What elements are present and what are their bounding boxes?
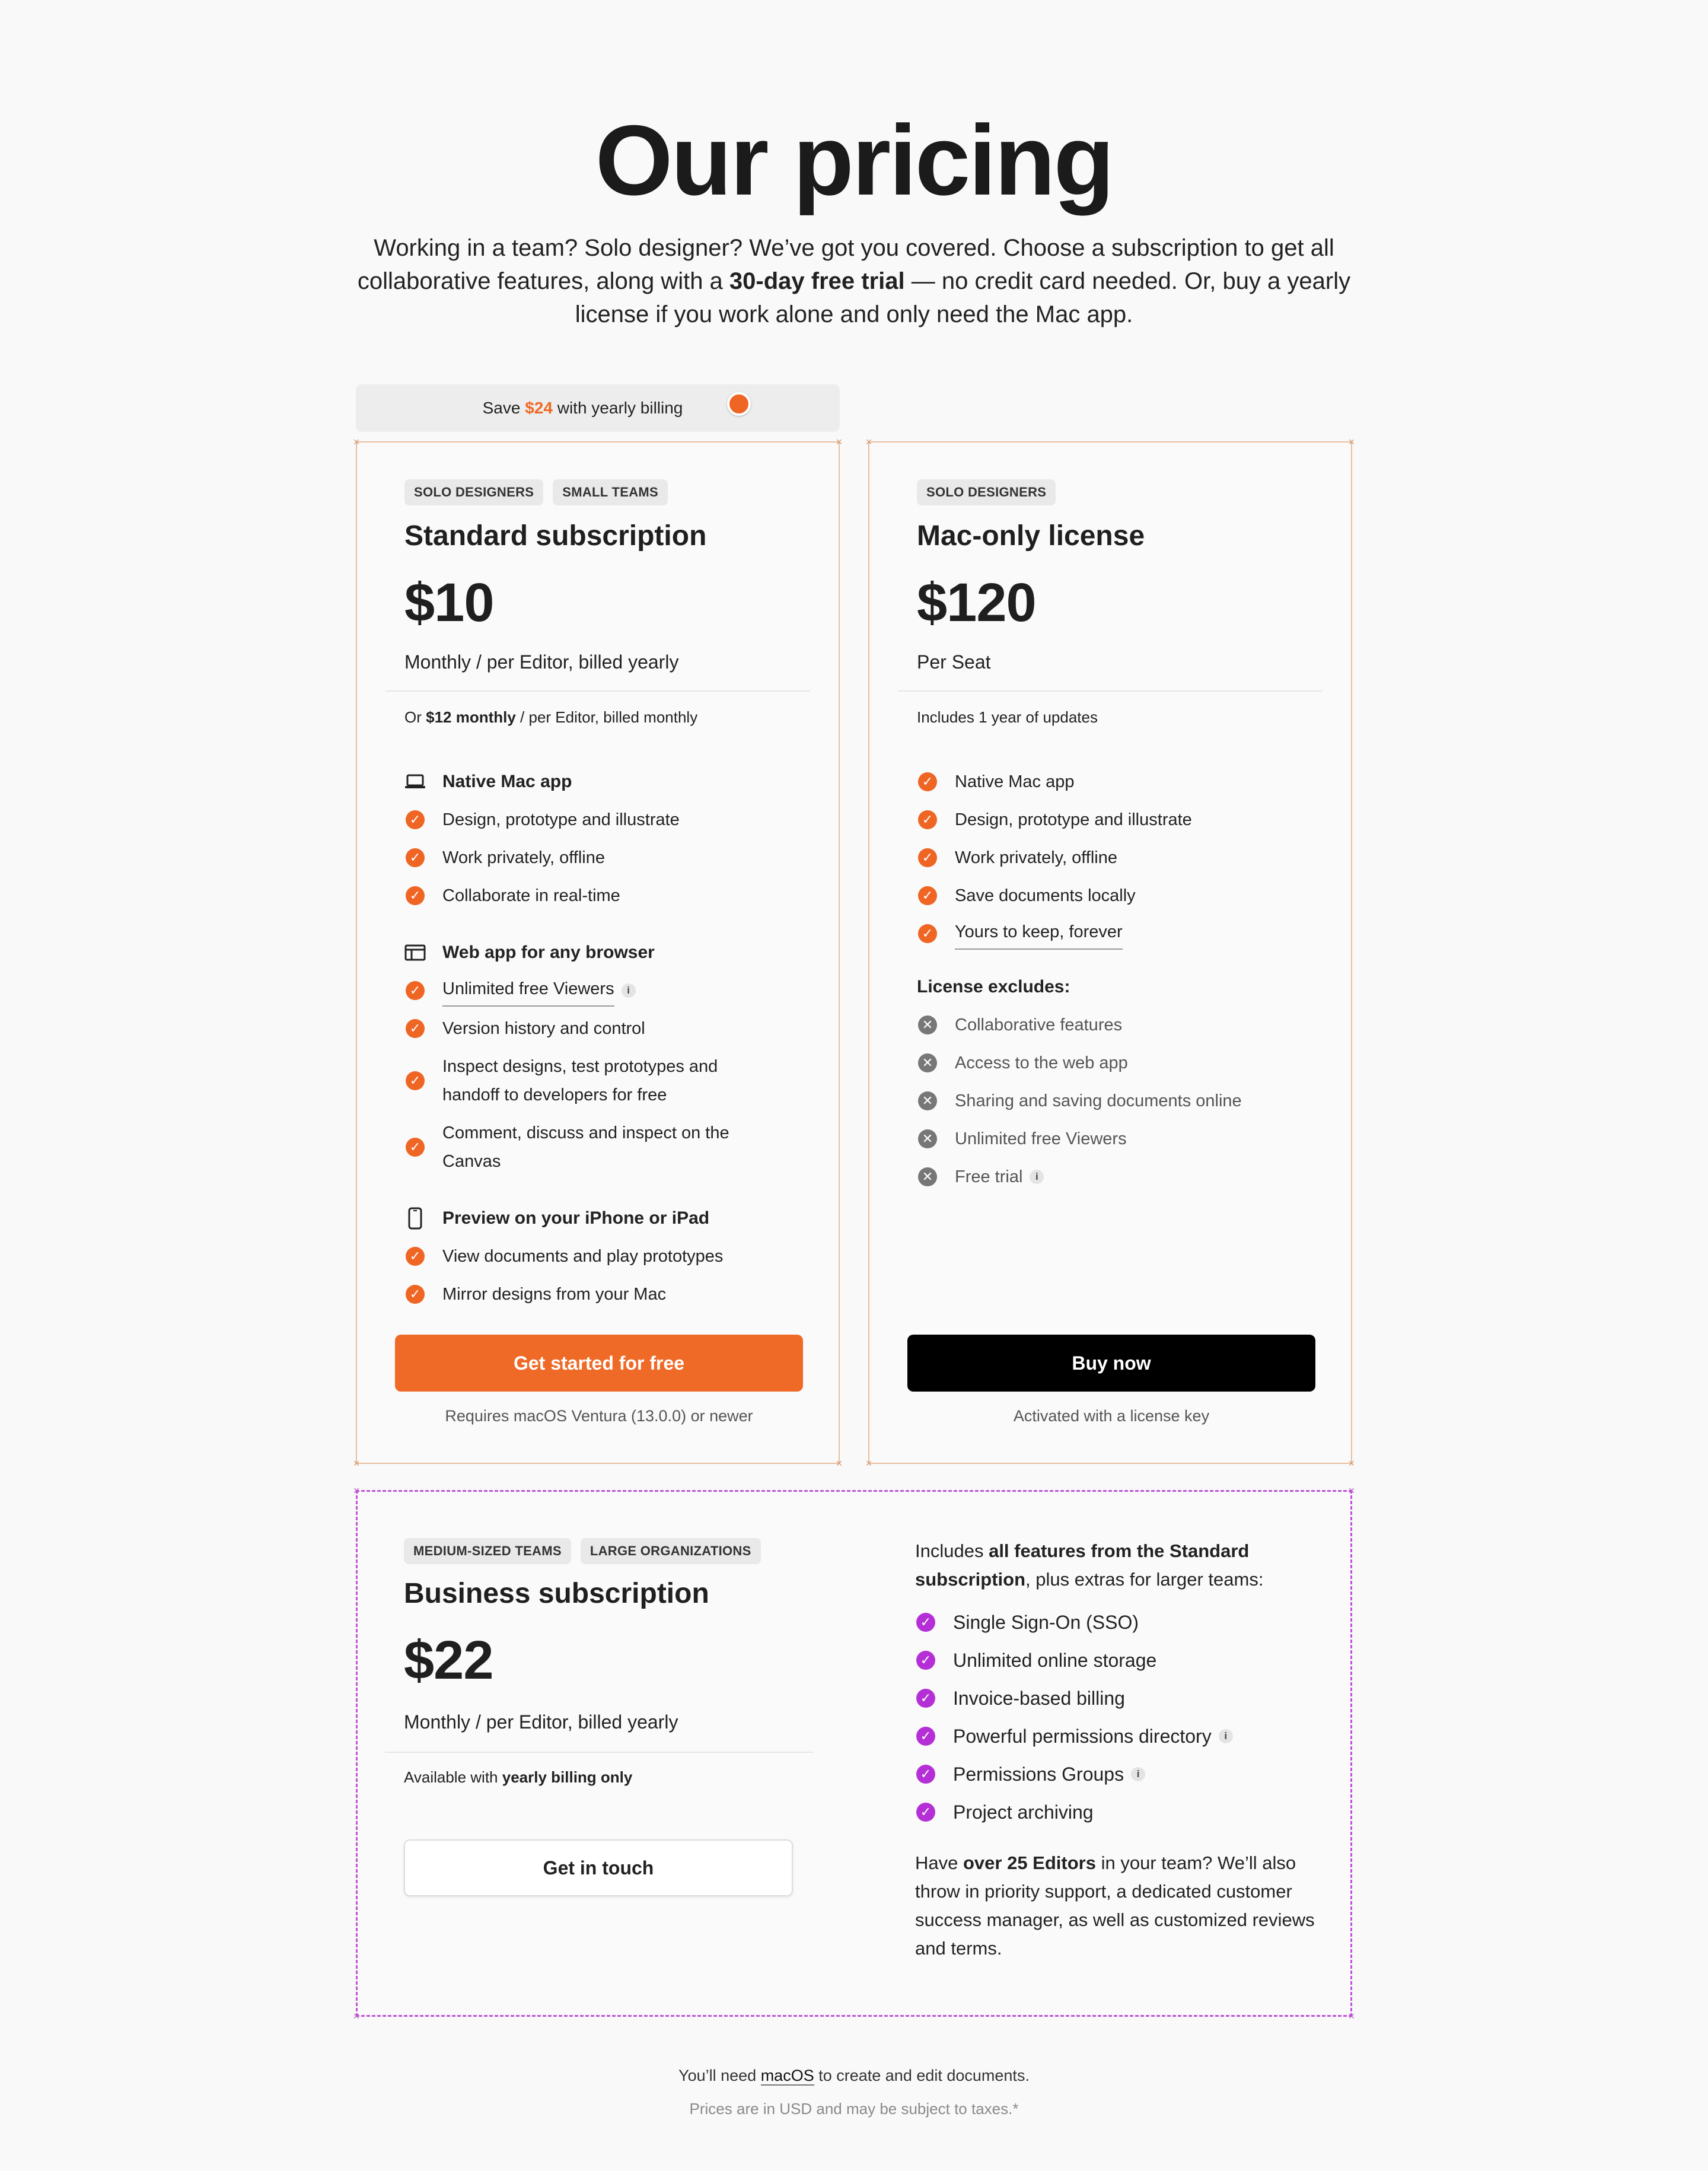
business-plan-card <box>353 1485 1355 2022</box>
free-trial-highlight: 30-day free trial <box>729 268 905 294</box>
list-item: ✓ Mirror designs from your Mac <box>404 1275 784 1313</box>
list-item: ✓ Comment, discuss and inspect on the Canvas <box>404 1114 784 1180</box>
list-item: ✓ Yours to keep, forever <box>917 915 1296 953</box>
yearly-billing-note: Available with yearly billing only <box>404 1768 633 1786</box>
standard-plan-card <box>353 436 843 1469</box>
cross-icon: ✕ <box>918 1016 937 1034</box>
business-intro: Includes all features from the Standard subscription, plus extras for larger teams: <box>915 1540 1264 1590</box>
billing-toggle-knob[interactable] <box>727 392 751 416</box>
divider <box>385 690 810 692</box>
section-native-mac-app: Native Mac app <box>404 763 784 801</box>
check-icon: ✓ <box>916 1651 935 1670</box>
list-item: ✕ Sharing and saving documents online <box>917 1082 1296 1120</box>
buy-now-button[interactable]: Buy now <box>907 1335 1315 1392</box>
cross-icon: ✕ <box>918 1091 937 1110</box>
plan-period: Per Seat <box>917 651 991 673</box>
check-icon: ✓ <box>918 924 937 943</box>
system-requirements-note: Requires macOS Ventura (13.0.0) or newer <box>445 1407 753 1425</box>
corner-mark-icon: × <box>836 1457 843 1469</box>
monthly-billing-note: Or $12 monthly / per Editor, billed monthly <box>404 708 698 726</box>
cross-icon: ✕ <box>918 1053 937 1072</box>
corner-mark-icon: × <box>1348 436 1355 448</box>
tag-large-organizations: LARGE ORGANIZATIONS <box>581 1538 761 1564</box>
check-icon: ✓ <box>916 1689 935 1708</box>
divider <box>385 1752 813 1753</box>
corner-mark-icon: × <box>1348 2010 1355 2022</box>
plan-name: Business subscription <box>404 1578 709 1609</box>
info-icon[interactable]: i <box>622 983 636 998</box>
check-icon: ✓ <box>406 1019 425 1038</box>
business-features <box>915 1537 1318 1963</box>
check-icon: ✓ <box>918 848 937 867</box>
plan-period: Monthly / per Editor, billed yearly <box>404 1711 678 1733</box>
check-icon: ✓ <box>918 772 937 791</box>
tag-medium-sized-teams: MEDIUM-SIZED TEAMS <box>404 1538 571 1564</box>
plan-tags <box>404 479 668 505</box>
check-icon: ✓ <box>406 1071 425 1090</box>
info-icon[interactable]: i <box>1030 1170 1044 1184</box>
check-icon: ✓ <box>406 1138 425 1157</box>
list-item: ✓ Inspect designs, test prototypes and handoff to developers for free <box>404 1048 784 1114</box>
tag-solo-designers: SOLO DESIGNERS <box>404 479 543 505</box>
list-item: ✓ Unlimited free Viewers i <box>404 972 784 1010</box>
tag-solo-designers: SOLO DESIGNERS <box>917 479 1056 505</box>
info-icon[interactable]: i <box>1219 1729 1233 1743</box>
list-item: ✓ Powerful permissions directory i <box>915 1717 1318 1755</box>
savings-amount: $24 <box>525 399 553 417</box>
mac-only-license-card <box>865 436 1355 1469</box>
list-item: ✓ Design, prototype and illustrate <box>917 801 1296 839</box>
enterprise-note: Have over 25 Editors in your team? We’ll also throw in priority support, a dedicated customer success manager, as well as customized reviews and terms. <box>915 1852 1315 1959</box>
check-icon: ✓ <box>918 810 937 829</box>
list-item: ✓ View documents and play prototypes <box>404 1237 784 1275</box>
list-item: ✓ Permissions Groups i <box>915 1755 1318 1793</box>
check-icon: ✓ <box>916 1803 935 1822</box>
section-web-app: Web app for any browser <box>404 934 784 972</box>
laptop-icon <box>404 771 426 792</box>
list-item: ✓ Work privately, offline <box>404 839 784 877</box>
footer-tax-note: Prices are in USD and may be subject to taxes.* <box>689 2100 1019 2118</box>
corner-mark-icon: × <box>865 1457 872 1469</box>
corner-mark-icon: × <box>865 436 872 448</box>
list-item: ✕ Access to the web app <box>917 1044 1296 1082</box>
check-icon: ✓ <box>406 1247 425 1266</box>
billing-toggle-label: Save $24 with yearly billing <box>482 399 683 417</box>
corner-mark-icon: × <box>1348 1485 1355 1497</box>
list-item: ✕ Unlimited free Viewers <box>917 1120 1296 1158</box>
info-icon[interactable]: i <box>1131 1767 1145 1781</box>
cross-icon: ✕ <box>918 1167 937 1186</box>
list-item: ✓ Design, prototype and illustrate <box>404 801 784 839</box>
corner-mark-icon: × <box>836 436 843 448</box>
corner-mark-icon: × <box>353 1457 360 1469</box>
plan-name: Standard subscription <box>404 520 707 552</box>
plan-tags <box>917 479 1056 505</box>
check-icon: ✓ <box>406 981 425 1000</box>
list-item: ✕ Free trial i <box>917 1158 1296 1196</box>
browser-window-icon <box>404 942 426 963</box>
plan-price: $22 <box>404 1630 493 1691</box>
corner-mark-icon: × <box>353 436 360 448</box>
corner-mark-icon: × <box>353 2010 360 2022</box>
list-item: ✓ Invoice-based billing <box>915 1679 1318 1717</box>
updates-note: Includes 1 year of updates <box>917 708 1098 726</box>
list-item: ✓ Work privately, offline <box>917 839 1296 877</box>
list-item: ✓ Unlimited online storage <box>915 1641 1318 1679</box>
list-item: ✓ Project archiving <box>915 1793 1318 1831</box>
get-started-button[interactable]: Get started for free <box>395 1335 803 1392</box>
list-item: ✓ Single Sign-On (SSO) <box>915 1603 1318 1641</box>
list-item: ✓ Version history and control <box>404 1010 784 1048</box>
standard-feature-list <box>404 763 784 1313</box>
check-icon: ✓ <box>916 1613 935 1632</box>
business-feature-list <box>915 1603 1318 1831</box>
check-icon: ✓ <box>916 1765 935 1784</box>
check-icon: ✓ <box>406 848 425 867</box>
tag-small-teams: SMALL TEAMS <box>553 479 668 505</box>
check-icon: ✓ <box>406 886 425 905</box>
plan-period: Monthly / per Editor, billed yearly <box>404 651 679 673</box>
macos-link[interactable]: macOS <box>760 2067 814 2084</box>
plan-price: $10 <box>404 572 494 633</box>
check-icon: ✓ <box>406 810 425 829</box>
cross-icon: ✕ <box>918 1129 937 1148</box>
license-key-note: Activated with a license key <box>1013 1407 1210 1425</box>
check-icon: ✓ <box>916 1727 935 1746</box>
mac-only-feature-list <box>917 763 1296 1196</box>
divider <box>898 690 1323 692</box>
check-icon: ✓ <box>406 1285 425 1304</box>
plan-name: Mac-only license <box>917 520 1145 552</box>
corner-mark-icon: × <box>353 1485 360 1497</box>
get-in-touch-button[interactable]: Get in touch <box>404 1839 793 1896</box>
plan-tags <box>404 1538 761 1564</box>
list-item: ✓ Save documents locally <box>917 877 1296 915</box>
page-subtitle: Working in a team? Solo designer? We’ve got you covered. Choose a subscription to get all collaborative features, along with a 30-day free trial — no credit card needed. Or, buy a yearly license if you work alone and only need the Mac app. <box>357 235 1351 327</box>
list-item: ✓ Collaborate in real-time <box>404 877 784 915</box>
phone-icon <box>404 1208 426 1229</box>
list-item: ✕ Collaborative features <box>917 1006 1296 1044</box>
check-icon: ✓ <box>918 886 937 905</box>
corner-mark-icon: × <box>1348 1457 1355 1469</box>
list-item: ✓ Native Mac app <box>917 763 1296 801</box>
plan-price: $120 <box>917 572 1036 633</box>
section-iphone-ipad: Preview on your iPhone or iPad <box>404 1199 784 1237</box>
license-excludes-title: License excludes: <box>917 977 1070 997</box>
page-title: Our pricing <box>595 104 1113 216</box>
footer-macos-note: You’ll need macOS to create and edit documents. <box>678 2067 1030 2084</box>
billing-toggle[interactable] <box>356 384 840 432</box>
